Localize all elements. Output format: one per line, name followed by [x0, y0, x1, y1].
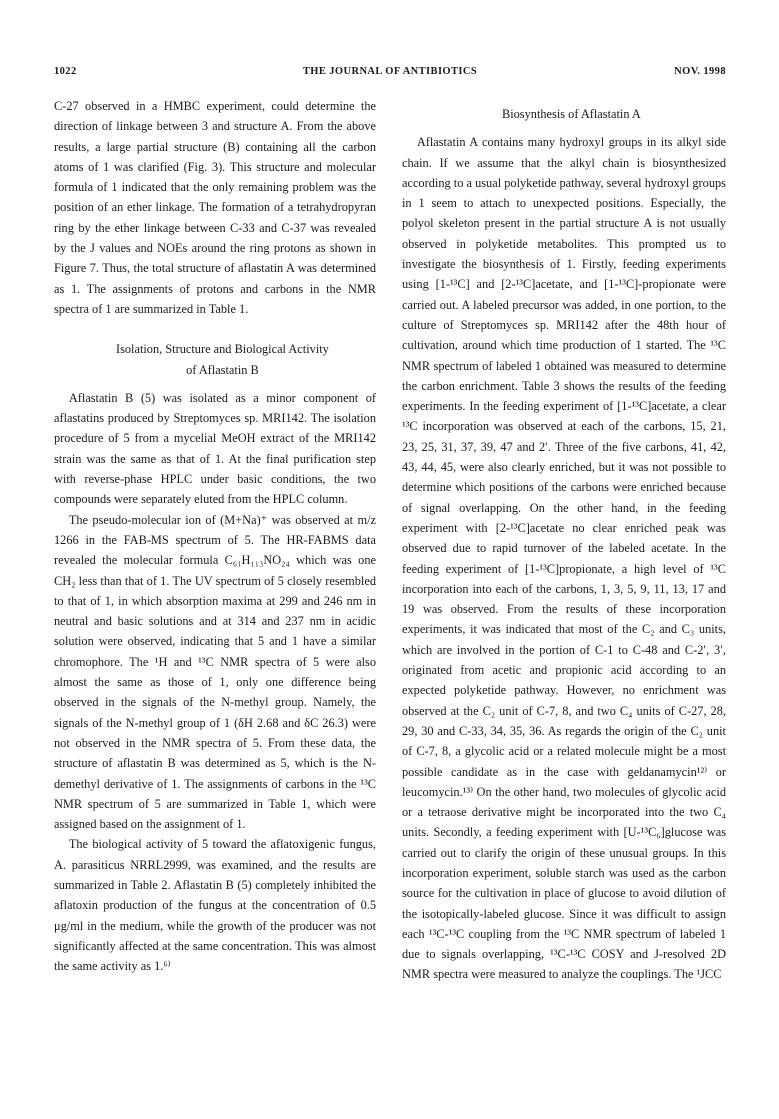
- left-paragraph-2: Aflastatin B (5) was isolated as a minor component of aflastatins produced by Streptomyces sp. MRI142. The isolation procedure of 5 from a mycelial MeOH extract of the MRI142 strain was the same as that of 1. At the final purification step with reverse-phase HPLC under basic conditions, the two compounds were separately eluted from the HPLC column.: [54, 390, 376, 507]
- issue-date: NOV. 1998: [674, 66, 726, 77]
- right-paragraph-1: Aflastatin A contains many hydroxyl groups in its alkyl side chain. If we assume that the alkyl chain is biosynthesized according to a usual polyketide pathway, several hydroxyl groups in 1 seem to attach to unexpected positions. Especially, the polyol skeleton present in the partial structure A is not usually observed in polyketide metabolites. This prompted us to investigate the biosynthesis of 1. Firstly, feeding experiments using [1-¹³C] and [2-¹³C]acetate, and [1-¹³C]-propionate were carried out. A labeled precursor was added, in one portion, to the culture of Streptomyces sp. MRI142 after the 48th hour of cultivation, around which time production of 1 started. The ¹³C NMR spectrum of labeled 1 obtained was measured to determine the carbon enrichment. Table 3 shows the results of the feeding experiments. In the feeding experiment of [1-¹³C]acetate, a clear ¹³C incorporation was observed at each of the carbons, 15, 21, 23, 25, 31, 37, 39, 47 and 2′. Three of the five carbons, 41, 42, 43, 44, 45, were also clearly enriched, but it was not possible to determine which positions of the carbons were enriched because of signal overlapping. On the other hand, in the feeding experiment with [2-¹³C]acetate no clear enriched peak was observed due to rapid turnover of the labeled acetate. In the feeding experiment of [1-¹³C]propionate, a high level of ¹³C incorporation into each of the carbons, 1, 3, 5, 9, 11, 13, 17 and 19 was observed. From the results of these incorporation experiments, it was indicated that most of the C₂ and C₃ units, which are involved in the portion of C-1 to C-48 and C-2′, 3′, originated from acetic and propionic acid according to an expected polyketide pathway. However, no enrichment was observed at the C₂ unit of C-7, 8, and two C₄ units of C-27, 28, 29, 30 and C-33, 34, 35, 36. As regards the origin of the C₂ unit of C-7, 8, a glycolic acid or a related molecule might be a most possible candidate as in the case with geldanamycin¹²⁾ or leucomycin.¹³⁾ On the other hand, two molecules of glycolic acid or a tetraose derivative might be incorporated into the two C₄ units. Secondly, a feeding experiment with [U-¹³C₆]glucose was carried out to clarify the origin of these unusual groups. In this incorporation experiment, soluble starch was used as the carbon source for the cultivation in place of glucose to avoid dilution of the isotopically-labeled glucose. Since it was difficult to assign each ¹³C-¹³C coupling from the ¹³C NMR spectrum of labeled 1 due to signals overlapping, ¹³C-¹³C COSY and J-resolved 2D NMR spectra were measured to analyze the couplings. The ¹JCC: [402, 135, 726, 982]
- left-paragraph-1: C-27 observed in a HMBC experiment, could determine the direction of linkage between 3 and structure A. From the above results, a large partial structure (B) containing all the carbon atoms of 1 was clarified (Fig. 3). This structure and molecular formula of 1 indicated that the only remaining problem was the position of an ether linkage. The formation of a tetrahydropyran ring by the ether linkage between C-33 and C-37 was revealed by the J values and NOEs around the ring protons as shown in Figure 7. Thus, the total structure of aflastatin A was determined as 1. The assignments of protons and carbons in the NMR spectra of 1 are summarized in Table 1.: [54, 99, 376, 316]
- page-header: [54, 66, 726, 82]
- left-column: [54, 96, 376, 976]
- section-heading-aflastatin-b-line-1: Isolation, Structure and Biological Activity: [115, 342, 329, 357]
- section-heading-aflastatin-b-line-2: of Aflastatin B: [186, 362, 259, 377]
- section-heading-biosynthesis: Biosynthesis of Aflastatin A: [501, 107, 641, 121]
- right-column: [402, 96, 726, 985]
- left-paragraph-4: The biological activity of 5 toward the aflatoxigenic fungus, A. parasiticus NRRL2999, was examined, and the results are summarized in Table 2. Aflastatin B (5) completely inhibited the aflatoxin production of the fungus at the concentration of 0.5 μg/ml in the medium, while the growth of the producer was not significantly affected at the same concentration. This was almost the same activity as 1.⁶⁾: [54, 837, 376, 974]
- left-paragraph-3: The pseudo-molecular ion of (M+Na)⁺ was observed at m/z 1266 in the FAB-MS spectrum of 5. The HR-FABMS data revealed the molecular formula C₆₁H₁₁₃NO₂₄ which was one CH₂ less than that of 1. The UV spectrum of 5 closely resembled to that of 1, in which absorption maxima at 299 and 246 nm in neutral and basic solutions and at 314 and 237 nm in acidic solution were observed, indicating that 5 and 1 have a similar chromophore. The ¹H and ¹³C NMR spectra of 5 were also almost the same as those of 1, only one difference being observed in the signals of the N-methyl group. Namely, the signals of the N-methyl group of 1 (δH 2.68 and δC 26.3) were not observed in the NMR spectra of 5. From these data, the structure of aflastatin B was determined as 5, which is the N-demethyl derivative of 1. The assignments of carbons in the ¹³C NMR spectrum of 5 are summarized in Table 1, which were assigned based on the assignment of 1.: [54, 512, 376, 832]
- journal-title: THE JOURNAL OF ANTIBIOTICS: [302, 66, 478, 77]
- page-number: 1022: [54, 66, 77, 77]
